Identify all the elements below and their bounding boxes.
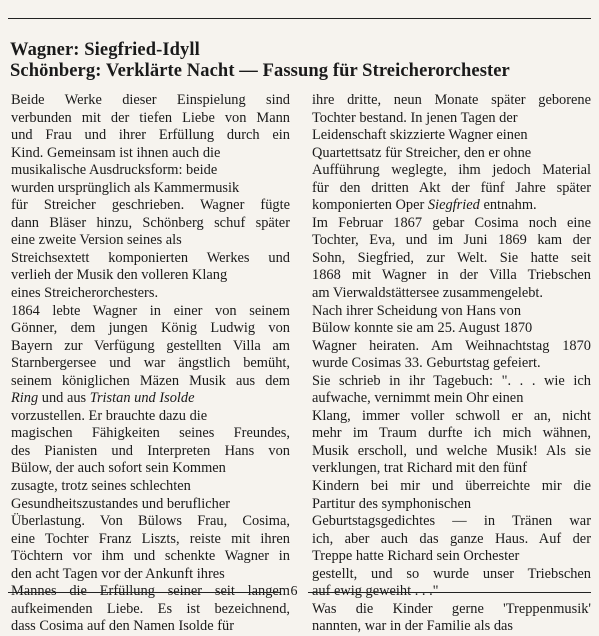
text-line: nannten, war in der Familie als das [312,618,514,635]
text-line: Sohn, Siegfried, zur Welt. Sie hatte seit [312,249,591,266]
text-line: wurden ursprünglich als Kammermusik [11,179,240,196]
text-line: seinem königlichen Mäzen Musik aus dem [11,372,290,389]
text-line: Nach ihrer Scheidung von Hans von [312,302,522,319]
text-line: für Streicher geschrieben. Wagner fügte [11,197,290,214]
text-line: musikalische Ausdrucksform: beide [11,162,218,179]
text-line: mehr im Traum durfte ich mich wähnen, [312,425,591,442]
top-rule [8,18,591,19]
text-line: Beide Werke dieser Einspielung sind [11,92,290,108]
text-line-italic-siegfried: komponierten Oper Siegfried entnahm. [312,197,537,214]
title-line-schoenberg: Schönberg: Verklärte Nacht — Fassung für Streicherorchester [10,61,510,81]
text-line: ihre dritte, neun Monate später geborene [312,92,591,108]
text-line: Gönner, dem jungen König Ludwig von [11,320,290,337]
text-line: Gesundheitszustandes und beruflicher [11,495,230,512]
text-line: Mannes die Erfüllung seiner seit langem [11,583,290,600]
text-line: auf ewig geweiht . . ." [312,583,439,600]
text-line: Tochter bestand. In jenen Tagen der [312,109,518,126]
text-line: Musik erscholl, und welche Musik! Als sie [312,442,591,459]
text-line: Bülow konnte sie am 25. August 1870 [312,320,533,337]
text-line: Leidenschaft skizzierte Wagner einen [312,127,528,144]
italic-tristan: Tristan und Isolde [89,390,195,407]
text-line: eine zweite Version seines als [11,232,182,249]
text-line: Sie schrieb in ihr Tagebuch: ". . . wie ich [312,372,591,389]
text-line: dass Cosima auf den Namen Isolde für [11,618,234,635]
footer-rule-right [308,592,591,593]
left-text-column [11,92,290,636]
text-line: aufwache, vernimmt mein Ohr einen [312,390,524,407]
page-number: 6 [290,584,298,599]
text-line: Tochter, Eva, und im Juni 1869 kam der [312,232,591,249]
text-line: Wagner heiraten. Am Weihnachtstag 1870 [312,337,591,354]
page-title [10,40,590,82]
text-line: Aufführung weglegte, ihm jedoch Material [312,162,591,179]
text-line: Partitur des symphonischen [312,495,472,512]
text-line: 1864 lebte Wagner in einer von seinem [11,302,290,319]
text-line: ich, aber auch das ganze Haus. Auf der [312,530,591,547]
text-line: Kind. Gemeinsam ist ihnen auch die [11,144,221,161]
italic-siegfried: Siegfried [427,197,480,214]
text-line-italic-titles: Ring und aus Tristan und Isolde [11,390,195,407]
italic-ring: Ring [11,390,39,407]
text-line: Überlastung. Von Bülows Frau, Cosima, [11,513,290,530]
text-line: am Vierwaldstättersee zusammengelebt. [312,285,544,302]
text-line: vorzustellen. Er brauchte dazu die [11,407,208,424]
text-line: Im Februar 1867 gebar Cosima noch eine [312,214,591,231]
text-line: zusagte, trotz seines schlechten [11,478,191,495]
text-line: aufkeimenden Liebe. Es ist bezeichnend, [11,600,290,617]
text-line: den acht Tagen vor der Ankunft ihres [11,565,225,582]
text-line: verklungen, trat Richard mit den fünf [312,460,527,477]
page-footer [8,586,591,598]
text-line: 1868 mit Wagner in der Villa Triebschen [312,267,591,284]
text-line: dann Bläser hinzu, Schönberg schuf später [11,214,290,231]
text-line: Geburtstagsgedichtes — in Tränen war [312,513,591,530]
text-line: Starnbergersee und war ängstlich bemüht, [11,355,290,372]
text-line: Streichsextett komponierten Werkes und [11,249,290,266]
text-line: eines Streicherorchesters. [11,285,159,302]
text-line: Töchtern vor ihm und schenkte Wagner in [11,548,290,565]
text-line: verbunden mit der tiefen Liebe von Mann [11,109,290,126]
footer-rule-left [8,592,280,593]
text-line: des Pianisten und Interpreten Hans von [11,442,290,459]
text-line: Bayern zur Verfügung gestellten Villa am [11,337,290,354]
text-line: Kindern bei mir und überreichte mir die [312,478,591,495]
text-line: Klang, immer voller schwoll er an, nicht [312,407,591,424]
text-line: Quartettsatz für Streicher, den er ohne [312,144,532,161]
text-line: Treppe hatte Richard sein Orchester [312,548,520,565]
text-line: und Frau und ihrer Erfüllung durch ein [11,127,290,144]
text-line: Bülow, der auch sofort sein Kommen [11,460,226,477]
right-text-column [312,92,591,636]
text-line: magischen Fähigkeiten seines Freundes, [11,425,290,442]
text-line: eine Tochter Franz Liszts, reiste mit ihren [11,530,290,547]
text-line: verlieh der Musik den volleren Klang [11,267,228,284]
text-line: für den dritten Akt der fünf Jahre später [312,179,591,196]
text-line: gestellt, und so wurde unser Triebschen [312,565,591,582]
title-line-wagner: Wagner: Siegfried-Idyll [10,40,200,60]
text-line: wurde Cosimas 33. Geburtstag gefeiert. [312,355,541,372]
text-line: Was die Kinder gerne 'Treppenmusik' [312,600,591,617]
